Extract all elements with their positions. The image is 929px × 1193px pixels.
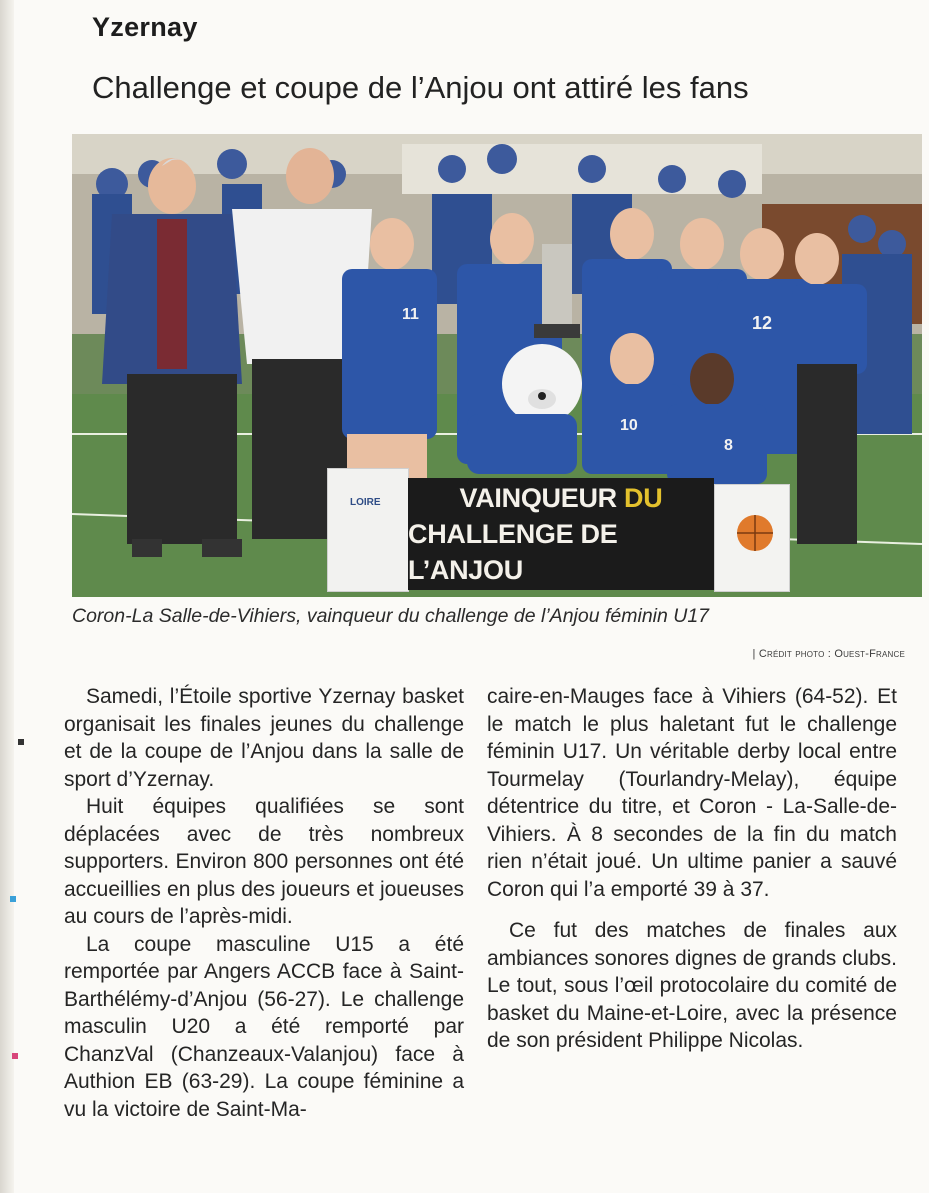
paragraph: Ce fut des matches de finales aux ambiances sonores dignes de grands clubs. Le tout, sous l’œil protocolaire du comité de basket du Maine-et-Loire, avec la présence de son président Philippe Nicolas. [487,919,897,1052]
jersey-number: 11 [402,306,419,323]
banner-line-1: VAINQUEUR DU [459,483,663,513]
jersey-number: 8 [724,437,733,454]
sponsor-panel [327,468,409,592]
photo-caption: Coron-La Salle-de-Vihiers, vainqueur du challenge de l’Anjou féminin U17 [72,605,710,627]
margin-mark [18,739,24,745]
paragraph: caire-en-Mauges face à Vihiers (64-52). Et le match le plus haletant fut le challenge féminin U17. Un véritable derby local entre Tourmelay (Tourlandry-Melay), équipe détentrice du titre, et Coron - La-Salle-de-Vihiers. À 8 secondes de la fin du match rien n’était joué. Un ultime panier a sauvé Coron qui l’a emporté 39 à 37. [487,685,897,901]
photo-credit: | Crédit photo : Ouest-France [752,648,905,660]
paragraph: Huit équipes qualifiées se sont déplacées avec de très nombreux supporters. Environ 800 personnes ont été accueillies en plus des joueurs et joueuses au cours de l’après-midi. [64,795,464,928]
article-photo [72,134,922,597]
margin-mark [10,896,16,902]
paper-edge [0,0,14,1193]
margin-mark [12,1053,18,1059]
article-kicker: Yzernay [92,12,198,42]
basketball-icon [715,485,789,591]
jersey-number: 10 [620,417,638,434]
paragraph: Samedi, l’Étoile sportive Yzernay basket organisait les finales jeunes du challenge et de la coupe de l’Anjou dans la salle de sport d’Yzernay. [64,685,464,791]
basketball-logo-panel [714,484,790,592]
banner-line-2: CHALLENGE DE L’ANJOU [408,519,618,585]
paragraph: La coupe masculine U15 a été remportée par Angers ACCB face à Saint-Barthélémy-d’Anjou (56-27). Le challenge masculin U20 a été remporté par ChanzVal (Chanzeaux-Valanjou) face à Authion EB (63-29). La coupe féminine a vu la victoire de Saint-Ma- [64,932,464,1121]
article-column-1 [64,683,464,1123]
winner-banner [408,478,714,590]
sponsor-logo-text: LOIRE [350,497,381,508]
article-headline: Challenge et coupe de l’Anjou ont attiré les fans [92,70,749,105]
jersey-number: 12 [752,313,773,333]
article-column-2 [487,683,897,1055]
